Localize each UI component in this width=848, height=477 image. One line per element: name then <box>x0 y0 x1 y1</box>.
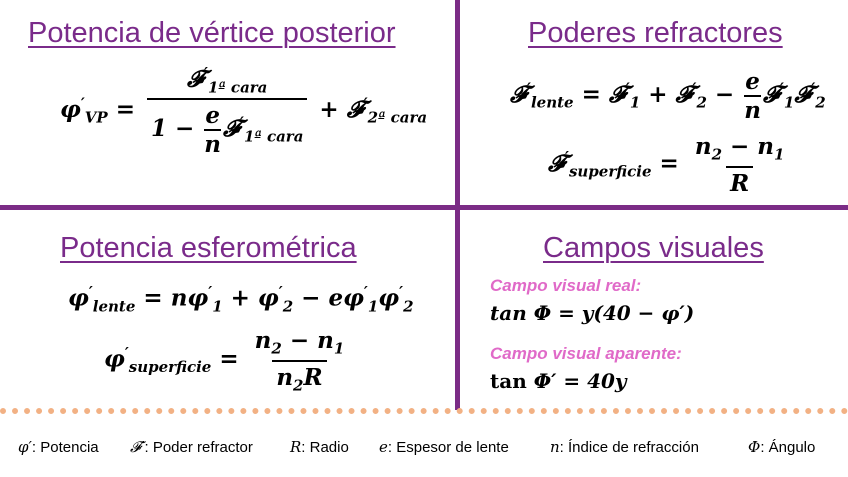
real-visual-field-label: Campo visual real: <box>490 276 642 295</box>
back-vertex-formula: $\varphi'_{VP}$ = 𝓕′$_{1ª cara}$ 1 − $\frac{e}{n}$ 𝓕′$_{1ª cara}$ + 𝓕′$_{2ª cara}$ <box>60 64 428 159</box>
spherometric-title: Potencia esferométrica <box>60 232 357 264</box>
real-visual-field-formula: tan Φ = y(40 − φ′) <box>490 301 695 325</box>
visual-fields-title: Campos visuales <box>543 232 764 264</box>
legend-item-radius: R: Radio <box>290 438 349 456</box>
symbol-legend <box>0 438 848 462</box>
dotted-separator <box>0 408 848 414</box>
legend-item-angle: Φ: Ángulo <box>748 438 816 456</box>
lens-power-formula: 𝓕′$_{lente}$ = 𝓕′$_1$ + 𝓕′$_2$ − $\frac{e}{n}$ 𝓕′$_1$𝓕′$_2$ <box>510 68 826 124</box>
spherometric-lens-formula: $\varphi'_{lente} = n\varphi'_1 + \varphi'_2 - e\varphi'_1\varphi'_2$ <box>68 283 414 316</box>
legend-item-thickness: e: Espesor de lente <box>379 438 509 456</box>
legend-item-power: φ′: Potencia <box>18 438 99 456</box>
surface-power-formula: 𝓕′$_{superficie}$ = $\frac{n_2 - n_1}{R}$ <box>548 133 785 197</box>
refractive-powers-title: Poderes refractores <box>528 17 783 49</box>
apparent-visual-field-formula: tan Φ′ = 40y <box>490 369 627 393</box>
legend-item-refractive-power: 𝓕′: Poder refractor <box>130 438 253 456</box>
legend-item-refractive-index: n: Índice de refracción <box>550 438 699 456</box>
spherometric-surface-formula: $\varphi'_{superficie}$ = $\frac{n_2 - n_1}{n_2R}$ <box>104 327 345 395</box>
back-vertex-title: Potencia de vértice posterior <box>28 17 396 49</box>
apparent-visual-field-label: Campo visual aparente: <box>490 344 682 363</box>
horizontal-divider <box>0 205 848 210</box>
